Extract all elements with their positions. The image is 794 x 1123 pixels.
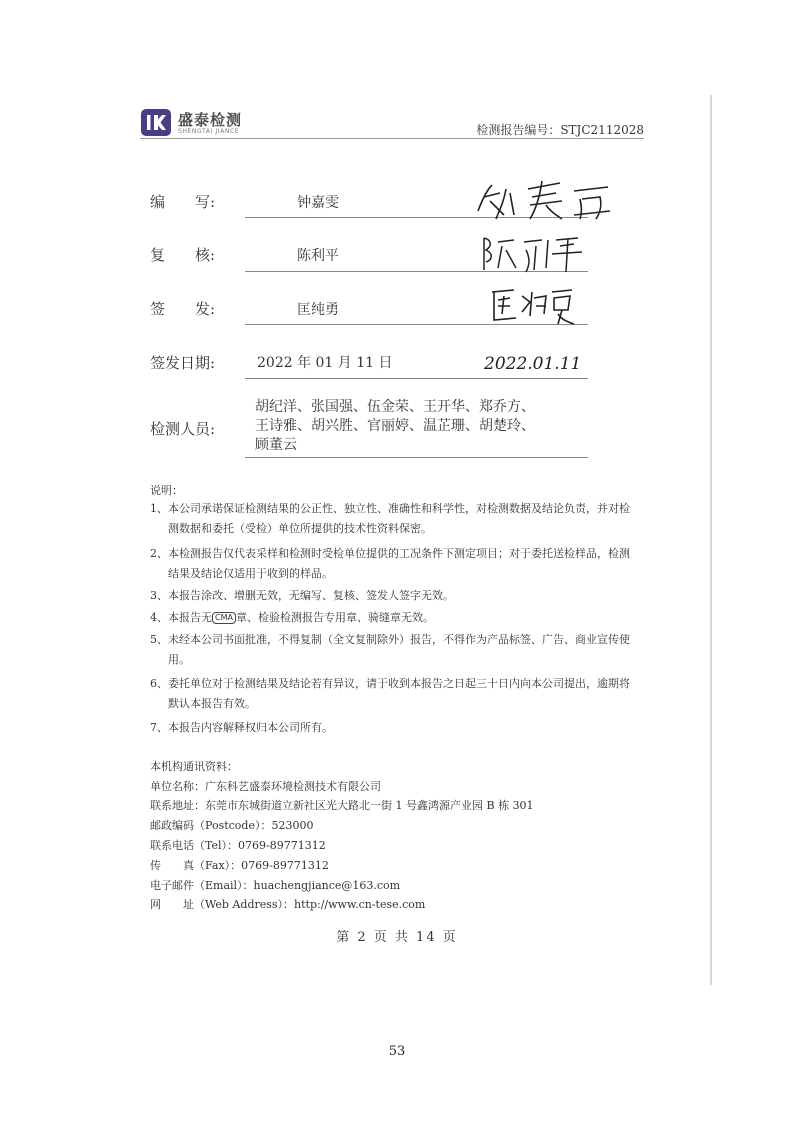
note-3-text: 3、本报告涂改、增删无效，无编写、复核、签发人签字无效。 [150,589,454,602]
notes-title: 说明： [150,484,183,497]
issuer-signature [488,284,578,328]
inspectors-line-3: 顾董云 [255,437,297,453]
contact-address: 联系地址：东莞市东城街道立新社区光大路北一街 1 号鑫鸿源产业园 B 栋 301 [150,799,534,812]
contact-tel: 联系电话（Tel）：0769-89771312 [150,839,326,852]
issue-date: 2022 年 01 月 11 日 [257,355,393,371]
page-number: 53 [388,1044,406,1059]
label-inspectors: 检测人员: [150,420,216,438]
scan-edge-shadow [710,95,712,985]
brand-name: 盛泰检测 [178,111,243,129]
page-of-total: 第 2 页 共 14 页 [336,930,458,945]
reviewer-name: 陈利平 [297,248,339,264]
company-logo-icon [141,109,171,136]
author-signature [470,175,620,223]
inspectors-list [255,398,595,455]
note-1-text: 1、本公司承诺保证检测结果的公正性、独立性、准确性和科学性，对检测数据及结论负责，并对检 [150,502,630,515]
contact-fax: 传 真（Fax）：0769-89771312 [150,859,329,872]
author-name: 钟嘉雯 [297,195,339,211]
report-number: 检测报告编号：STJC2112028 [476,123,644,137]
contact-email: 电子邮件（Email）：huachengjiance@163.com [150,879,401,892]
note-2 [150,544,650,584]
brand-subtitle: SHENGTAI JIANCE [178,128,240,135]
label-issuer: 签 发: [150,300,216,318]
issue-date-line [245,378,588,379]
contact-unit: 单位名称：广东科艺盛泰环境检测技术有限公司 [150,780,381,793]
note-7-text: 7、本报告内容解释权归本公司所有。 [150,721,333,734]
note-5-cont: 用。 [168,653,190,666]
note-5-text: 5、未经本公司书面批准，不得复制（全文复制除外）报告，不得作为产品标签、广告、商业宣传使 [150,633,630,646]
note-1-cont: 测数据和委托（受检）单位所提供的技术性资料保密。 [168,522,432,535]
note-5 [150,630,650,670]
inspectors-line [245,457,588,458]
note-4 [150,608,650,628]
contact-web: 网 址（Web Address）：http://www.cn-tese.com [150,898,426,911]
contact-postcode: 邮政编码（Postcode）：523000 [150,819,314,832]
inspectors-line-2: 王诗雅、胡兴胜、官丽婷、温芷珊、胡楚玲、 [255,418,535,434]
header-divider [140,138,644,139]
cma-stamp-icon: CMA [212,612,236,624]
note-6-cont: 默认本报告有效。 [168,697,256,710]
reviewer-signature [478,232,588,274]
note-2-cont: 结果及结论仅适用于收到的样品。 [168,567,333,580]
inspectors-line-1: 胡纪洋、张国强、伍金荣、王开华、郑乔方、 [255,399,535,415]
note-4-text-a: 4、本报告无 [150,611,212,624]
label-author: 编 写: [150,193,216,211]
note-4-text-b: 章、检验检测报告专用章、骑缝章无效。 [235,611,434,624]
note-6 [150,674,650,714]
note-1 [150,499,650,539]
label-issue-date: 签发日期: [150,354,216,372]
note-3 [150,586,650,606]
note-7 [150,718,650,738]
issue-date-handwriting [484,349,582,375]
label-reviewer: 复 核: [150,246,216,264]
svg-text:2022.01.11: 2022.01.11 [484,354,582,374]
note-6-text: 6、委托单位对于检测结果及结论若有异议，请于收到本报告之日起三十日内向本公司提出，逾期将 [150,677,630,690]
contact-title: 本机构通讯资料： [150,760,238,773]
issuer-name: 匡纯勇 [297,302,339,318]
note-2-text: 2、本检测报告仅代表采样和检测时受检单位提供的工况条件下测定项目；对于委托送检样品，检测 [150,547,630,560]
